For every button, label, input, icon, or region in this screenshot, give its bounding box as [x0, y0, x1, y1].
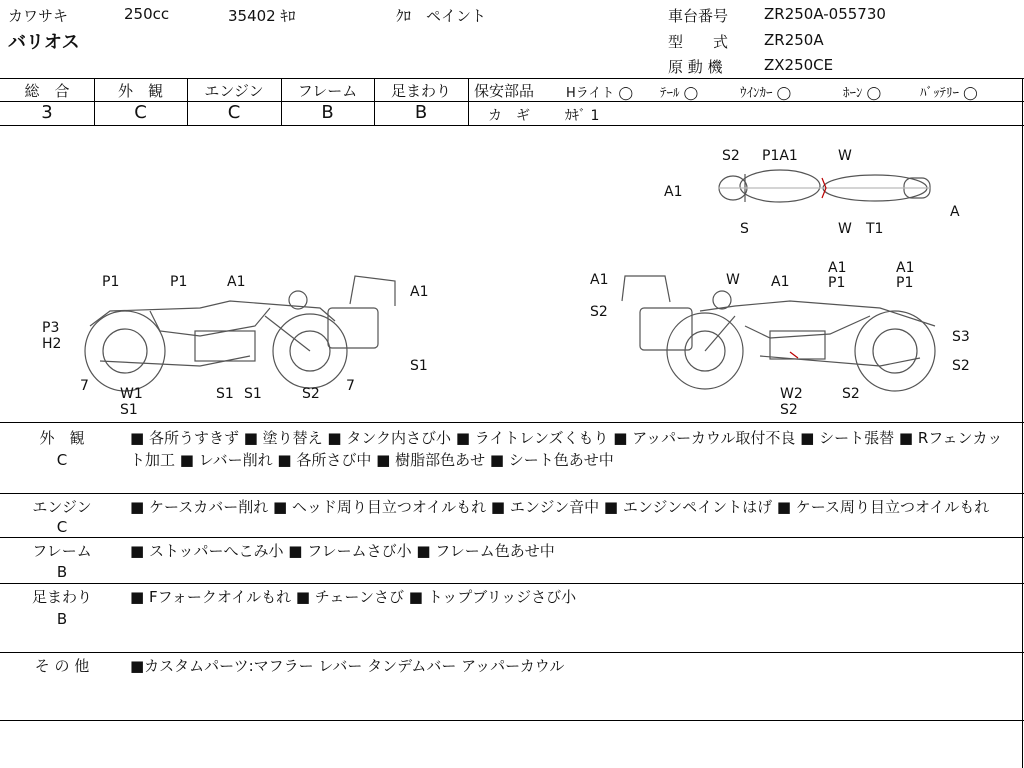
- damage-code-label: W: [838, 221, 852, 237]
- maker: カワサキ: [8, 7, 69, 25]
- damage-code-label: W2: [780, 386, 803, 402]
- divider: [0, 493, 1024, 494]
- score-header-suspension: 足まわり: [390, 82, 451, 100]
- displacement: 250cc: [124, 5, 170, 23]
- type-label: 型 式: [668, 33, 729, 51]
- safety-label: 保安部品: [474, 82, 535, 100]
- note-text: ■ ストッパーへこみ小 ■ フレームさび小 ■ フレーム色あせ中: [130, 542, 555, 560]
- note-title: フレーム: [32, 542, 92, 560]
- color: ｸﾛ ペイント: [396, 7, 487, 25]
- damage-code-label: A1: [896, 260, 915, 276]
- score-frame: B: [321, 102, 334, 123]
- score-total: 3: [41, 102, 53, 123]
- model-name: バリオス: [8, 32, 80, 53]
- key-label: カ ギ: [488, 108, 530, 124]
- damage-code-label: S2: [952, 358, 970, 374]
- damage-code-label: S2: [722, 148, 740, 164]
- score-engine: C: [227, 102, 241, 123]
- safety-headlight: Hライト ◯: [566, 86, 634, 101]
- damage-code-label: P1: [102, 274, 120, 290]
- damage-code-label: S1: [244, 386, 262, 402]
- damage-code-label: W1: [120, 386, 143, 402]
- note-title: エンジン: [32, 498, 92, 516]
- safety-tail: ﾃｰﾙ ◯: [660, 86, 699, 101]
- divider: [0, 537, 1024, 538]
- damage-code-label: P1: [170, 274, 188, 290]
- note-title: そ の 他: [34, 657, 90, 675]
- damage-code-label: A1: [771, 274, 790, 290]
- safety-horn: ﾎｰﾝ ◯: [843, 86, 882, 101]
- score-header-engine: エンジン: [204, 82, 264, 100]
- divider: [0, 78, 1024, 79]
- damage-code-label: A1: [410, 284, 429, 300]
- damage-code-label: P1: [828, 275, 846, 291]
- score-header-exterior: 外 観: [117, 82, 163, 100]
- damage-code-label: S2: [302, 386, 320, 402]
- divider: [0, 422, 1024, 423]
- note-text: ■カスタムパーツ:マフラー レバー タンデムバー アッパーカウル: [130, 657, 565, 675]
- damage-diagram: [0, 126, 1022, 422]
- damage-code-label: S1: [216, 386, 234, 402]
- safety-winker: ｳｲﾝｶｰ ◯: [740, 86, 792, 101]
- mileage: 35402 ｷﾛ: [228, 7, 296, 25]
- damage-code-label: P1A1: [762, 148, 798, 164]
- score-header-total: 総 合: [24, 82, 70, 100]
- note-text: ■ Fフォークオイルもれ ■ チェーンさび ■ トップブリッジさび小: [130, 588, 577, 606]
- divider: [468, 78, 469, 125]
- engine-label: 原 動 機: [668, 58, 723, 76]
- damage-code-label: S: [740, 221, 749, 237]
- frame-no-label: 車台番号: [668, 7, 729, 25]
- top-view-bike: [718, 170, 930, 202]
- damage-code-label: 7: [346, 378, 355, 394]
- damage-code-label: 7: [80, 378, 89, 394]
- note-text: ■ 各所うすきず ■ 塗り替え ■ タンク内さび小 ■ ライトレンズくもり ■ アッパーカウル取付不良 ■ シート張替 ■ Rフェンカット加工 ■ レバー削れ ■ 各所さび中 ■ 樹脂部色あせ ■ シート色あせ中: [130, 429, 1003, 469]
- damage-code-label: S2: [780, 402, 798, 418]
- key-value: ｶｷﾞ 1: [565, 108, 600, 124]
- right-side-bike: [622, 276, 935, 391]
- frame-no: ZR250A-055730: [764, 5, 886, 23]
- divider: [0, 583, 1024, 584]
- safety-battery: ﾊﾞｯﾃﾘｰ ◯: [920, 86, 978, 101]
- damage-code-label: S1: [410, 358, 428, 374]
- damage-code-label: S2: [842, 386, 860, 402]
- note-title: 足まわり: [31, 588, 92, 606]
- score-header-frame: フレーム: [297, 82, 358, 100]
- note-grade: C: [56, 451, 68, 469]
- note-title: 外 観: [39, 429, 85, 447]
- divider: [0, 652, 1024, 653]
- note-text: ■ ケースカバー削れ ■ ヘッド周り目立つオイルもれ ■ エンジン音中 ■ エンジンペイントはげ ■ ケース周り目立つオイルもれ: [130, 498, 990, 516]
- divider: [1022, 78, 1023, 768]
- score-suspension: B: [414, 102, 428, 123]
- left-side-bike: [85, 276, 395, 391]
- score-exterior: C: [134, 102, 147, 123]
- note-grade: C: [56, 518, 68, 536]
- damage-code-label: P3: [42, 320, 60, 336]
- note-grade: B: [56, 610, 68, 628]
- damage-code-label: A: [950, 204, 960, 220]
- damage-code-label: S2: [590, 304, 608, 320]
- damage-code-label: A1: [828, 260, 847, 276]
- engine-value: ZX250CE: [764, 56, 834, 74]
- damage-code-label: W: [726, 272, 740, 288]
- damage-code-label: T1: [866, 221, 884, 237]
- damage-code-label: S3: [952, 329, 970, 345]
- note-grade: B: [56, 563, 68, 581]
- damage-code-label: W: [838, 148, 852, 164]
- type-value: ZR250A: [764, 31, 824, 49]
- damage-code-label: H2: [42, 336, 62, 352]
- damage-code-label: P1: [896, 275, 914, 291]
- damage-code-label: A1: [590, 272, 609, 288]
- damage-code-label: S1: [120, 402, 138, 418]
- divider: [0, 720, 1024, 721]
- damage-code-label: A1: [664, 184, 683, 200]
- divider: [468, 101, 1024, 102]
- damage-code-label: A1: [227, 274, 246, 290]
